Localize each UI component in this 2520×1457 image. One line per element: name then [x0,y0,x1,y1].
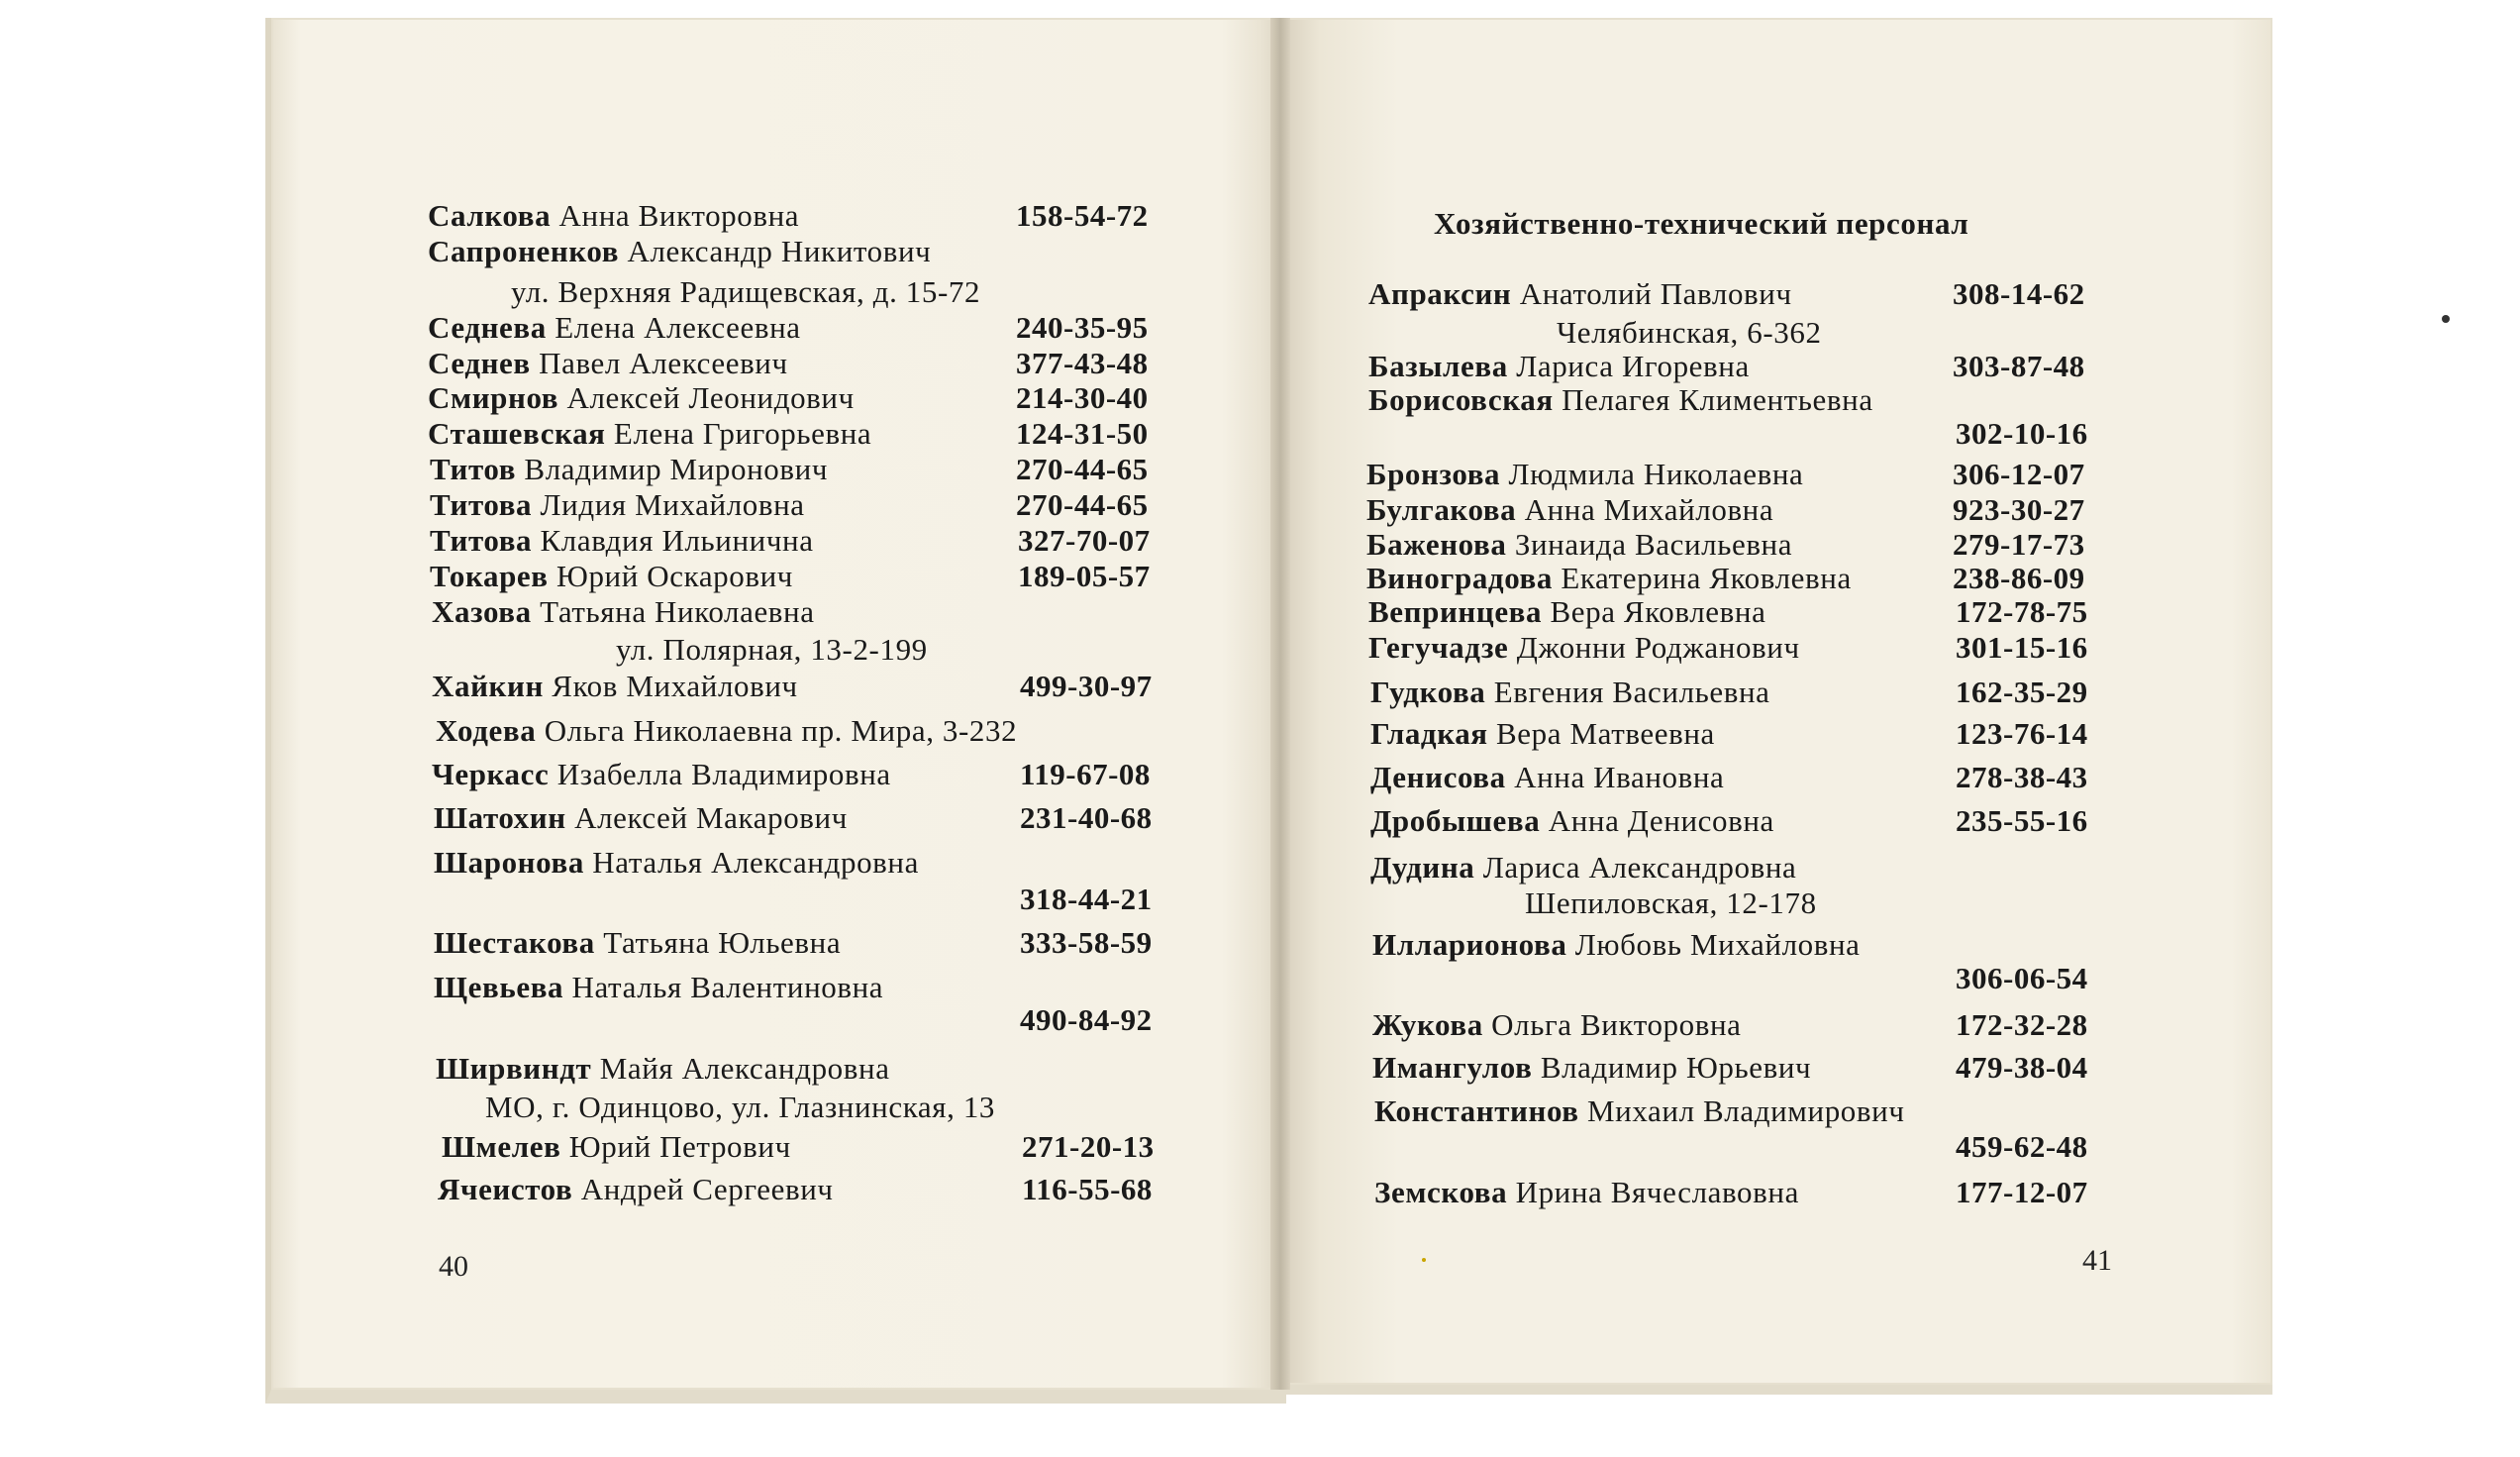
directory-entry [1372,927,1861,963]
entry-surname: Шатохин [434,800,566,835]
entry-surname: Имангулов [1372,1050,1533,1085]
entry-given-names: Людмила Николаевна [1508,457,1804,491]
entry-given-names: Наталья Валентиновна [571,970,884,1004]
entry-surname: Булгакова [1366,492,1517,527]
directory-entry [438,1172,834,1207]
entry-surname: Апраксин [1368,276,1512,311]
directory-entry [1368,276,1792,312]
entry-given-names: Лидия Михайловна [540,487,805,522]
entry-surname: Гудкова [1370,675,1486,709]
directory-entry [1370,760,1724,795]
phone-number: 162-35-29 [1956,675,2088,709]
directory-entry [1366,561,1852,596]
entry-given-names: Анна Викторовна [558,198,800,233]
entry-given-names: Ольга Николаевна пр. Мира, 3-232 [544,713,1018,748]
phone-number: 214-30-40 [1016,380,1149,415]
phone-number: 119-67-08 [1020,757,1151,791]
phone-number: 240-35-95 [1016,310,1149,345]
entry-surname: Баженова [1366,527,1507,562]
directory-entry [436,1051,890,1087]
entry-given-names: Пелагея Климентьевна [1562,382,1873,417]
ink-speck [1422,1258,1426,1262]
entry-given-names: Ирина Вячеславовна [1515,1175,1799,1209]
book-spine [1270,18,1290,1390]
entry-given-names: Лариса Александровна [1482,850,1797,885]
phone-number: 124-31-50 [1016,416,1149,451]
entry-given-names: Любовь Михайловна [1574,927,1861,962]
entry-surname: Шмелев [442,1129,561,1164]
phone-number: 479-38-04 [1956,1050,2088,1085]
entry-surname: Сташевская [428,416,606,451]
directory-entry [1366,457,1803,492]
phone-number: 238-86-09 [1953,561,2085,595]
phone-number: 377-43-48 [1016,346,1149,380]
entry-given-names: Татьяна Николаевна [540,594,815,629]
phone-number: 158-54-72 [1016,198,1149,233]
entry-surname: Седнев [428,346,531,380]
entry-surname: Ячеистов [438,1172,573,1206]
phone-number: 123-76-14 [1956,716,2088,751]
entry-given-names: Татьяна Юльевна [603,925,842,960]
entry-surname: Ширвиндт [436,1051,592,1086]
entry-given-names: Павел Алексеевич [539,346,788,380]
entry-surname: Седнева [428,310,547,345]
directory-entry [432,669,798,704]
entry-given-names: Екатерина Яковлевна [1561,561,1852,595]
entry-surname: Ходева [436,713,537,748]
entry-given-names: Анна Михайловна [1524,492,1774,527]
directory-entry [428,198,799,234]
entry-given-names: Анна Ивановна [1514,760,1725,794]
directory-entry [428,346,788,381]
entry-given-names: Елена Алексеевна [554,310,801,345]
directory-entry [1370,850,1796,885]
directory-entry [430,559,793,594]
entry-surname: Вепринцева [1368,594,1543,629]
entry-given-names: Майя Александровна [599,1051,890,1086]
section-title: Хозяйственно-технический персонал [1434,206,1969,241]
directory-entry [1368,349,1750,384]
entry-surname: Хазова [432,594,532,629]
entry-given-names: Владимир Юрьевич [1540,1050,1812,1085]
phone-number: 490-84-92 [1020,1002,1153,1037]
address-line: ул. Верхняя Радищевская, д. 15-72 [511,274,981,309]
entry-given-names: Алексей Макарович [574,800,848,835]
address-line: МО, г. Одинцово, ул. Глазнинская, 13 [485,1090,996,1124]
directory-entry [1368,630,1800,666]
phone-number: 271-20-13 [1022,1129,1155,1164]
entry-surname: Щевьева [434,970,564,1004]
directory-entry [430,487,805,523]
directory-entry [1366,492,1773,528]
directory-entry [1368,382,1873,418]
directory-entry [428,234,931,269]
directory-entry [430,523,814,559]
entry-given-names: Вера Матвеевна [1496,716,1715,751]
entry-surname: Титова [430,523,533,558]
entry-surname: Виноградова [1366,561,1553,595]
entry-given-names: Зинаида Васильевна [1514,527,1793,562]
directory-entry [1370,716,1715,752]
entry-given-names: Джонни Роджанович [1516,630,1800,665]
phone-number: 116-55-68 [1022,1172,1153,1206]
directory-entry [434,800,848,836]
entry-given-names: Клавдия Ильинична [540,523,814,558]
phone-number: 279-17-73 [1953,527,2085,562]
directory-entry [1374,1175,1799,1210]
phone-number: 459-62-48 [1956,1129,2088,1164]
entry-surname: Жукова [1372,1007,1483,1042]
directory-entry [432,594,815,630]
phone-number: 270-44-65 [1016,452,1149,486]
directory-entry [1372,1050,1811,1086]
entry-surname: Гладкая [1370,716,1488,751]
phone-number: 278-38-43 [1956,760,2088,794]
entry-given-names: Елена Григорьевна [613,416,872,451]
entry-surname: Токарев [430,559,549,593]
entry-surname: Бронзова [1366,457,1501,491]
entry-given-names: Лариса Игоревна [1516,349,1750,383]
directory-entry [432,757,891,792]
entry-surname: Денисова [1370,760,1506,794]
entry-surname: Титов [430,452,517,486]
entry-given-names: Изабелла Владимировна [556,757,891,791]
directory-entry [428,380,855,416]
directory-entry [434,845,919,881]
entry-surname: Хайкин [432,669,544,703]
entry-surname: Черкасс [432,757,550,791]
directory-entry [434,925,841,961]
entry-surname: Земскова [1374,1175,1508,1209]
entry-given-names: Анатолий Павлович [1519,276,1792,311]
entry-surname: Салкова [428,198,552,233]
directory-entry [1372,1007,1742,1043]
phone-number: 306-06-54 [1956,961,2088,995]
directory-entry [434,970,883,1005]
directory-entry [1368,594,1765,630]
entry-given-names: Владимир Миронович [524,452,829,486]
entry-given-names: Яков Михайлович [552,669,798,703]
entry-surname: Константинов [1374,1093,1579,1128]
phone-number: 306-12-07 [1953,457,2085,491]
entry-surname: Дробышева [1370,803,1541,838]
entry-given-names: Андрей Сергеевич [580,1172,834,1206]
page-number: 40 [439,1250,468,1283]
directory-entry [428,310,801,346]
ink-speck [2442,315,2450,323]
entry-surname: Гегучадзе [1368,630,1509,665]
entry-given-names: Юрий Оскарович [555,559,793,593]
entry-surname: Сапроненков [428,234,620,268]
entry-surname: Дудина [1370,850,1475,885]
entry-surname: Титова [430,487,533,522]
entry-surname: Борисовская [1368,382,1554,417]
phone-number: 231-40-68 [1020,800,1153,835]
phone-number: 302-10-16 [1956,416,2088,451]
entry-given-names: Евгения Васильевна [1493,675,1770,709]
phone-number: 923-30-27 [1953,492,2085,527]
directory-entry [1370,675,1770,710]
directory-entry [430,452,828,487]
directory-entry [436,713,1017,749]
phone-number: 308-14-62 [1953,276,2085,311]
directory-entry [428,416,871,452]
phone-number: 235-55-16 [1956,803,2088,838]
phone-number: 189-05-57 [1018,559,1151,593]
entry-given-names: Алексей Леонидович [566,380,855,415]
entry-given-names: Анна Денисовна [1548,803,1774,838]
phone-number: 177-12-07 [1956,1175,2088,1209]
directory-entry [1370,803,1774,839]
entry-given-names: Ольга Викторовна [1491,1007,1742,1042]
entry-given-names: Наталья Александровна [592,845,919,880]
address-line: ул. Полярная, 13-2-199 [616,632,928,667]
entry-given-names: Юрий Петрович [568,1129,791,1164]
entry-surname: Смирнов [428,380,559,415]
address-line: Челябинская, 6-362 [1557,315,1822,350]
entry-given-names: Михаил Владимирович [1587,1093,1905,1128]
entry-surname: Базылева [1368,349,1508,383]
phone-number: 301-15-16 [1956,630,2088,665]
phone-number: 318-44-21 [1020,882,1153,916]
entry-given-names: Вера Яковлевна [1550,594,1766,629]
directory-entry [442,1129,791,1165]
phone-number: 327-70-07 [1018,523,1151,558]
entry-given-names: Александр Никитович [627,234,932,268]
directory-entry [1366,527,1792,563]
address-line: Шепиловская, 12-178 [1525,885,1817,920]
directory-entry [1374,1093,1905,1129]
phone-number: 499-30-97 [1020,669,1153,703]
phone-number: 172-32-28 [1956,1007,2088,1042]
phone-number: 303-87-48 [1953,349,2085,383]
page-number: 41 [2082,1244,2112,1277]
phone-number: 172-78-75 [1956,594,2088,629]
entry-surname: Илларионова [1372,927,1567,962]
phone-number: 333-58-59 [1020,925,1153,960]
entry-surname: Шаронова [434,845,584,880]
entry-surname: Шестакова [434,925,595,960]
phone-number: 270-44-65 [1016,487,1149,522]
